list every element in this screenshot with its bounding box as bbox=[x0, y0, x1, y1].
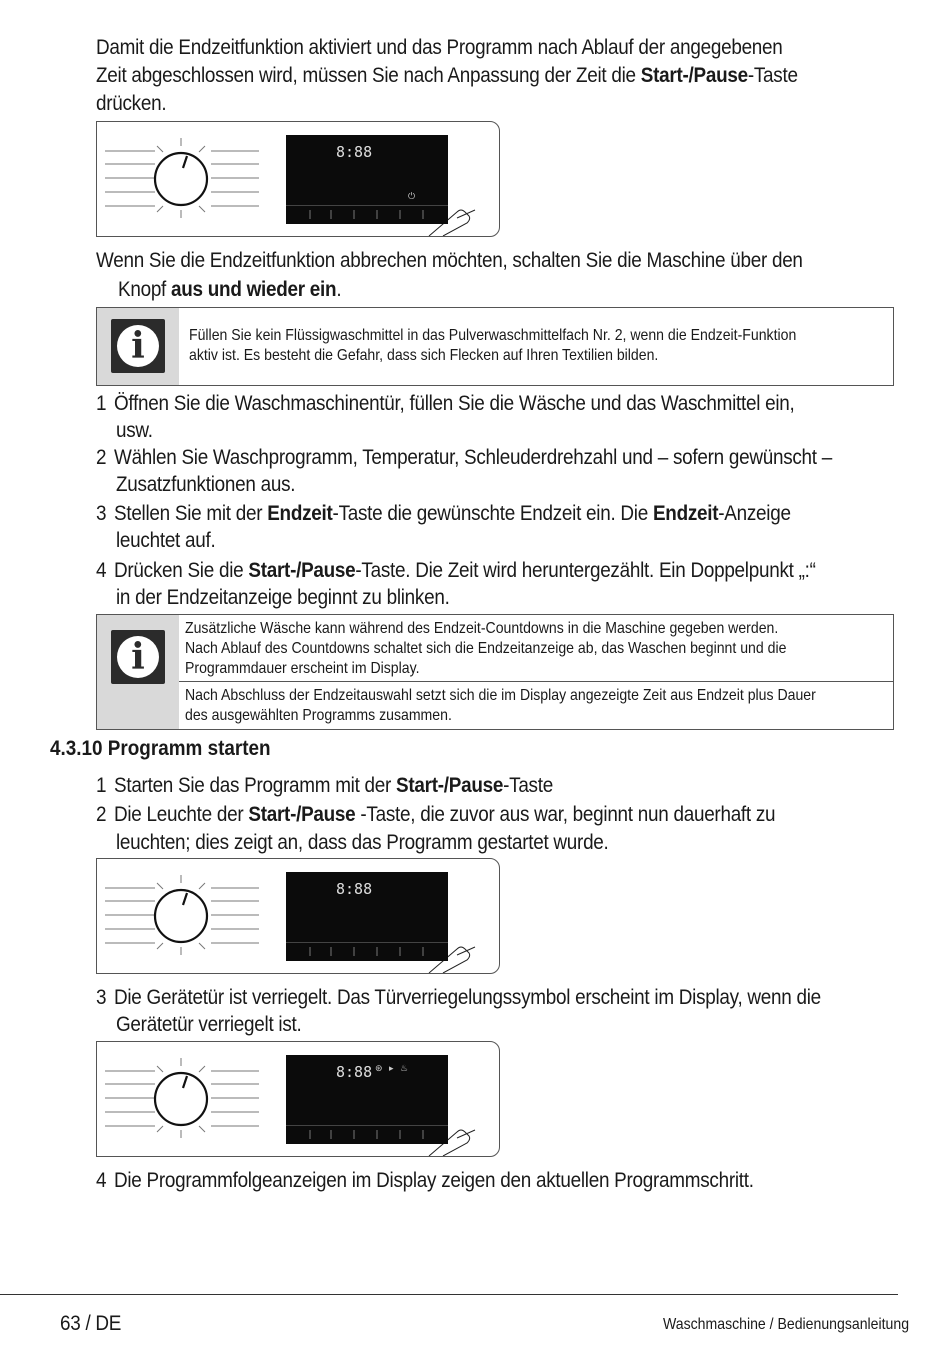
step-text: Starten Sie das Programm mit der bbox=[114, 774, 397, 797]
intro-line-1: Damit die Endzeitfunktion aktiviert und das Programm nach Ablauf der angegebenen bbox=[96, 36, 783, 59]
start-step-1 bbox=[96, 772, 553, 800]
info-icon: i bbox=[111, 630, 165, 684]
step-text: -Taste. Die Zeit wird heruntergezählt. Ein Doppelpunkt „:“ bbox=[355, 559, 816, 582]
control-panel-illustration-2 bbox=[96, 858, 500, 974]
intro-line-3: drücken. bbox=[96, 92, 167, 115]
step-number: 4 bbox=[96, 1169, 107, 1192]
step-2-line-1 bbox=[96, 444, 832, 472]
cancel-line-2-text: Knopf bbox=[118, 278, 172, 301]
info-2-line-4: Nach Abschluss der Endzeitauswahl setzt sich die im Display angezeigte Zeit aus Endzeit plus Dauer bbox=[185, 687, 816, 704]
info-2-line-1: Zusätzliche Wäsche kann während des Endzeit-Countdowns in die Maschine gegeben werden. bbox=[185, 620, 779, 637]
info-1-line-1: Füllen Sie kein Flüssigwaschmittel in das Pulverwaschmittelfach Nr. 2, wenn die Endzeit-Funktion bbox=[189, 327, 797, 344]
start-step-4 bbox=[96, 1167, 754, 1195]
step-4-line-1 bbox=[96, 557, 816, 585]
step-number: 3 bbox=[96, 986, 107, 1009]
step-text: -Taste, die zuvor aus war, beginnt nun dauerhaft zu bbox=[355, 803, 776, 826]
cancel-line-1: Wenn Sie die Endzeitfunktion abbrechen möchten, schalten Sie die Maschine über den bbox=[96, 249, 803, 272]
step-3-line-1 bbox=[96, 500, 791, 528]
step-bold: Start-/Pause bbox=[248, 559, 356, 582]
info-box-1 bbox=[96, 307, 894, 386]
intro-line-2-bold: Start-/Pause bbox=[640, 64, 748, 87]
step-number: 2 bbox=[96, 803, 107, 826]
step-bold: Endzeit bbox=[652, 502, 719, 525]
page-number: 63 / DE bbox=[60, 1312, 122, 1335]
info-2-line-3: Programmdauer erscheint im Display. bbox=[185, 660, 420, 677]
step-text: -Anzeige bbox=[718, 502, 791, 525]
intro-line-2-post: -Taste bbox=[747, 64, 798, 87]
step-text: Die Leuchte der bbox=[114, 803, 249, 826]
cancel-line-2-bold: aus und wieder ein bbox=[171, 278, 337, 301]
control-panel-illustration-3 bbox=[96, 1041, 500, 1157]
start-step-2-line-1 bbox=[96, 801, 775, 829]
step-bold: Endzeit bbox=[267, 502, 333, 525]
step-text: Wählen Sie Waschprogramm, Temperatur, Schleuderdrehzahl und – sofern gewünscht – bbox=[114, 446, 833, 469]
cancel-line-2 bbox=[118, 276, 341, 304]
intro-line-2-text: Zeit abgeschlossen wird, müssen Sie nach Anpassung der Zeit die bbox=[96, 64, 641, 87]
step-bold: Start-/Pause bbox=[396, 774, 504, 797]
display-time: 8:88 bbox=[336, 880, 373, 898]
step-number: 2 bbox=[96, 446, 107, 469]
info-box-2 bbox=[96, 614, 894, 730]
step-number: 3 bbox=[96, 502, 107, 525]
step-text: -Taste die gewünschte Endzeit ein. Die bbox=[332, 502, 653, 525]
footer-divider bbox=[0, 1294, 898, 1295]
step-2-line-2: Zusatzfunktionen aus. bbox=[116, 473, 296, 496]
info-icon: i bbox=[111, 319, 165, 373]
step-number: 1 bbox=[96, 392, 107, 415]
display-time: 8:88 bbox=[336, 143, 373, 161]
step-bold: Start-/Pause bbox=[248, 803, 356, 826]
info-2-line-2: Nach Ablauf des Countdowns schaltet sich die Endzeitanzeige ab, das Waschen beginnt und die bbox=[185, 640, 787, 657]
section-heading: 4.3.10 Programm starten bbox=[50, 737, 271, 760]
step-text: Drücken Sie die bbox=[114, 559, 249, 582]
step-3-line-2: leuchtet auf. bbox=[116, 529, 216, 552]
step-number: 1 bbox=[96, 774, 107, 797]
power-icon: ⏻ bbox=[408, 191, 416, 201]
start-step-2-line-2: leuchten; dies zeigt an, dass das Programm gestartet wurde. bbox=[116, 831, 609, 854]
intro-line-2 bbox=[96, 62, 798, 90]
control-panel-illustration-1 bbox=[96, 121, 500, 237]
step-text: Die Gerätetür ist verriegelt. Das Türverriegelungssymbol erscheint im Display, wenn die bbox=[114, 986, 821, 1009]
footer-title: Waschmaschine / Bedienungsanleitung bbox=[663, 1316, 910, 1333]
info-2-line-5: des ausgewählten Programms zusammen. bbox=[185, 707, 452, 724]
step-4-line-2: in der Endzeitanzeige beginnt zu blinken. bbox=[116, 586, 450, 609]
step-text: Stellen Sie mit der bbox=[114, 502, 268, 525]
step-number: 4 bbox=[96, 559, 107, 582]
step-text: -Taste bbox=[503, 774, 553, 797]
cancel-line-2-post: . bbox=[336, 278, 342, 301]
step-1-line-1 bbox=[96, 390, 795, 418]
display-time: 8:88 bbox=[336, 1063, 373, 1081]
start-step-3-line-1 bbox=[96, 984, 821, 1012]
display-screen bbox=[286, 872, 448, 961]
start-step-3-line-2: Gerätetür verriegelt ist. bbox=[116, 1013, 302, 1036]
door-lock-icon: ⊛ ▸ ♨ bbox=[375, 1063, 411, 1073]
info-1-line-2: aktiv ist. Es besteht die Gefahr, dass sich Flecken auf Ihren Textilien bilden. bbox=[189, 347, 659, 364]
step-text: Öffnen Sie die Waschmaschinentür, füllen Sie die Wäsche und das Waschmittel ein, bbox=[114, 392, 795, 415]
display-screen bbox=[286, 135, 448, 224]
display-screen bbox=[286, 1055, 448, 1144]
step-text: Die Programmfolgeanzeigen im Display zeigen den aktuellen Programmschritt. bbox=[114, 1169, 754, 1192]
step-1-line-2: usw. bbox=[116, 419, 153, 442]
